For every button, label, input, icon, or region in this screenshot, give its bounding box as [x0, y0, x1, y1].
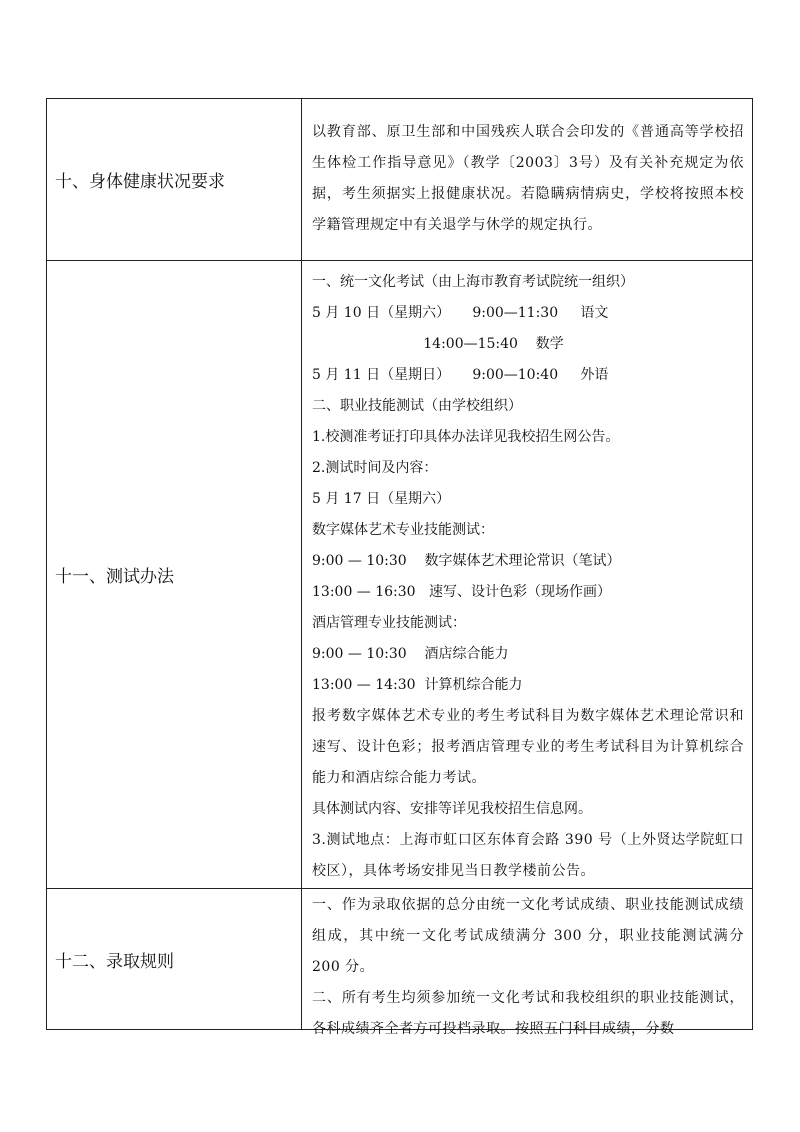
text-line: 具体测试内容、安排等详见我校招生信息网。 [312, 801, 592, 817]
schedule-line: 9:00 — 10:30 数字媒体艺术理论常识（笔试） [312, 553, 621, 569]
row-label: 十、身体健康状况要求 [47, 99, 302, 260]
text-line: 5 月 17 日（星期六） [312, 491, 451, 507]
table-row [47, 261, 752, 889]
table-row [47, 889, 752, 1037]
table-row [47, 99, 752, 261]
paragraph: 一、作为录取依据的总分由统一文化考试成绩、职业技能测试成绩组成，其中统一文化考试成绩满分 300 分，职业技能测试满分 200 分。 [312, 897, 744, 975]
text-line: 2.测试时间及内容： [312, 460, 438, 476]
schedule-line: 13:00 — 16:30 速写、设计色彩（现场作画） [312, 584, 611, 600]
schedule-line: 14:00—15:40 数学 [312, 336, 564, 352]
schedule-line: 5 月 10 日（星期六） 9:00—11:30 语文 [312, 305, 609, 321]
row-content [302, 889, 752, 1037]
text-line: 一、统一文化考试（由上海市教育考试院统一组织） [312, 274, 634, 290]
text-line: 酒店管理专业技能测试： [312, 615, 466, 631]
schedule-line: 9:00 — 10:30 酒店综合能力 [312, 646, 509, 662]
paragraph: 报考数字媒体艺术专业的考生考试科目为数字媒体艺术理论常识和速写、设计色彩；报考酒店管理专业的考生考试科目为计算机综合能力和酒店综合能力考试。 [312, 708, 744, 786]
row-content [302, 261, 752, 888]
text-line: 数字媒体艺术专业技能测试： [312, 522, 494, 538]
schedule-line: 5 月 11 日（星期日） 9:00—10:40 外语 [312, 367, 609, 383]
admissions-table [46, 98, 753, 1037]
text-line: 1.校测准考证打印具体办法详见我校招生网公告。 [312, 429, 620, 445]
text-line: 二、职业技能测试（由学校组织） [312, 398, 522, 414]
row-label: 十二、录取规则 [47, 889, 302, 1029]
paragraph: 二、所有考生均须参加统一文化考试和我校组织的职业技能测试，各科成绩齐全者方可投档录取。按照五门科目成绩，分数 [312, 990, 744, 1037]
row-label: 十一、测试办法 [47, 261, 302, 888]
schedule-line: 13:00 — 14:30 计算机综合能力 [312, 677, 523, 693]
row-content [302, 99, 752, 260]
paragraph: 3.测试地点：上海市虹口区东体育会路 390 号（上外贤达学院虹口校区），具体考场安排见当日教学楼前公告。 [312, 832, 744, 879]
paragraph: 以教育部、原卫生部和中国残疾人联合会印发的《普通高等学校招生体检工作指导意见》（教学〔2003〕3号）及有关补充规定为依据，考生须据实上报健康状况。若隐瞒病情病史，学校将按照本校学籍管理规定中有关退学与休学的规定执行。 [312, 124, 744, 233]
